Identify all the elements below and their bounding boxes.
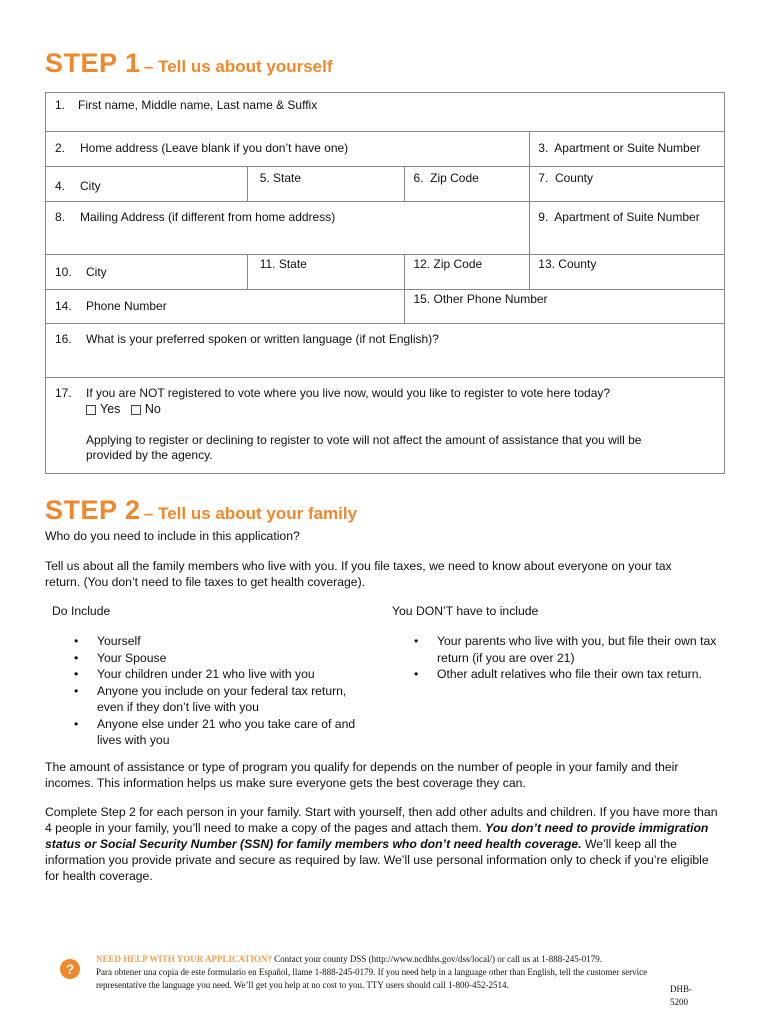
field-label-text: County xyxy=(558,257,597,271)
spanish-line: Para obtener una copia de este formulario en Español, llame 1-888-245-0179. If you need help in a language other than English, tell the customer service representative the language you need. We’ll get you help at no cost to you. TTY users should call 1-800-452-2514. xyxy=(96,967,648,990)
field-number: 7. xyxy=(538,171,549,185)
list-item: • Yourself xyxy=(97,633,372,650)
field-number: 13. xyxy=(538,257,555,271)
field-label: Home address (Leave blank if you don’t have one) xyxy=(80,141,349,155)
list-item: • Your parents who live with you, but file their own tax return (if you are over 21) xyxy=(437,633,722,666)
apartment-field[interactable] xyxy=(530,132,725,167)
field-label xyxy=(260,171,301,185)
contact-line: Contact your county DSS (http://www.ncdhhs.gov/dss/local/) or call us at 1-888-245-0179. xyxy=(271,954,603,964)
state-field[interactable] xyxy=(247,167,405,202)
field-number: 14. xyxy=(55,299,72,313)
step2-heading xyxy=(45,495,357,526)
list-item: • Your Spouse xyxy=(97,650,372,667)
field-number: 3. xyxy=(538,141,549,155)
do-include-heading: Do Include xyxy=(52,604,111,618)
list-item: • Other adult relatives who file their own tax return. xyxy=(437,666,722,683)
county-field[interactable] xyxy=(530,167,725,202)
field-label-text: Zip Code xyxy=(430,171,479,185)
field-number: 15. xyxy=(413,292,431,306)
field-label xyxy=(413,171,478,185)
field-label: First name, Middle name, Last name & Suffix xyxy=(78,98,318,112)
para-text-end: We’ll keep all the information you provide private and secure as required by law. We’ll use personal information only to check if you’re eligible for health coverage. xyxy=(45,837,709,883)
field-number: 16. xyxy=(55,332,72,346)
field-label xyxy=(538,210,699,224)
footer-text xyxy=(96,953,696,992)
form-code: DHB-5200 xyxy=(670,984,692,1007)
para-emphasis: You don’t need to provide immigration status or Social Security Number (SSN) for family members who don’t need health coverage. xyxy=(45,821,709,851)
field-label xyxy=(538,257,596,271)
yes-label: Yes xyxy=(100,402,121,416)
yes-checkbox[interactable] xyxy=(86,405,96,415)
home-address-field[interactable] xyxy=(46,132,530,167)
field-label xyxy=(538,171,593,185)
do-include-list xyxy=(97,633,372,749)
mailing-state-field[interactable] xyxy=(247,255,405,290)
help-heading: NEED HELP WITH YOUR APPLICATION? xyxy=(96,954,272,964)
full-name-field[interactable] xyxy=(46,93,725,132)
field-label-text: Other Phone Number xyxy=(433,292,548,306)
field-label: Mailing Address (if different from home address) xyxy=(80,210,336,224)
field-label xyxy=(413,257,482,271)
field-number: 2. xyxy=(55,141,66,155)
field-label-text: Zip Code xyxy=(433,257,483,271)
no-label: No xyxy=(144,402,161,416)
field-number: 11. xyxy=(259,257,276,271)
question-icon: ? xyxy=(60,959,80,979)
field-label-text: County xyxy=(554,171,593,185)
program-paragraph: The amount of assistance or type of program you qualify for depends on the number of people in your family and their incomes. This information helps us make sure everyone gets the best coverage they can. xyxy=(45,760,679,790)
mailing-city-field[interactable] xyxy=(46,255,248,290)
vote-options xyxy=(86,402,161,416)
para-text: Complete Step 2 for each person in your family. Start with yourself, then add other adults and children. If you have more than 4 people in your family, you’ll need to make a copy of the pages and attach them. xyxy=(45,805,718,835)
field-label-text: Apartment or Suite Number xyxy=(554,141,701,155)
field-label-text: State xyxy=(278,257,307,271)
field-label: If you are NOT registered to vote where you live now, would you like to register to vote here today? xyxy=(86,386,611,400)
list-item: • Your children under 21 who live with you xyxy=(97,666,372,683)
phone-number-field[interactable] xyxy=(46,290,405,324)
no-checkbox[interactable] xyxy=(131,405,141,415)
field-label-text: Apartment of Suite Number xyxy=(554,210,700,224)
field-number: 12. xyxy=(413,257,431,271)
city-field[interactable] xyxy=(46,167,248,202)
step1-number: STEP 1 xyxy=(45,48,141,78)
zip-code-field[interactable] xyxy=(405,167,530,202)
field-number: 17. xyxy=(55,386,72,400)
help-footer xyxy=(60,953,710,1007)
field-number: 6. xyxy=(413,171,424,185)
mailing-address-field[interactable] xyxy=(46,202,530,255)
field-number: 1. xyxy=(55,98,66,112)
mailing-county-field[interactable] xyxy=(530,255,725,290)
mailing-zip-field[interactable] xyxy=(405,255,530,290)
field-label: City xyxy=(86,265,107,279)
complete-step2-paragraph xyxy=(45,804,725,884)
field-label xyxy=(260,257,307,271)
field-number: 9. xyxy=(538,210,549,224)
other-phone-field[interactable] xyxy=(405,290,725,324)
field-number: 8. xyxy=(55,210,66,224)
field-number: 5. xyxy=(259,171,270,185)
list-item: • Anyone else under 21 who you take care of and lives with you xyxy=(97,716,372,749)
step2-number: STEP 2 xyxy=(45,495,141,525)
field-label: Phone Number xyxy=(86,299,167,313)
mailing-apartment-field[interactable] xyxy=(530,202,725,255)
preferred-language-field[interactable] xyxy=(46,324,725,378)
field-label: City xyxy=(80,179,101,193)
field-number: 10. xyxy=(55,265,72,279)
field-label-text: State xyxy=(273,171,302,185)
list-item: • Anyone you include on your federal tax return, even if they don’t live with you xyxy=(97,683,372,716)
dont-include-list xyxy=(437,633,722,683)
intro-paragraph: Tell us about all the family members who live with you. If you file taxes, we need to know about everyone on your tax return. (You don’t need to file taxes to get health coverage). xyxy=(45,559,672,589)
dont-include-heading: You DON’T have to include xyxy=(392,604,539,618)
field-label xyxy=(538,141,700,155)
field-label: What is your preferred spoken or written language (if not English)? xyxy=(86,332,439,346)
voter-note: Applying to register or declining to register to vote will not affect the amount of assistance that you will be provided by the agency. xyxy=(86,433,642,462)
field-number: 4. xyxy=(55,179,66,193)
voter-registration-field xyxy=(46,378,725,474)
personal-info-form xyxy=(45,92,725,474)
step1-heading xyxy=(45,48,333,79)
field-label xyxy=(413,292,547,306)
step1-subtitle: – Tell us about yourself xyxy=(143,57,333,76)
step2-subtitle: – Tell us about your family xyxy=(143,504,358,523)
intro-question: Who do you need to include in this application? xyxy=(45,529,300,543)
